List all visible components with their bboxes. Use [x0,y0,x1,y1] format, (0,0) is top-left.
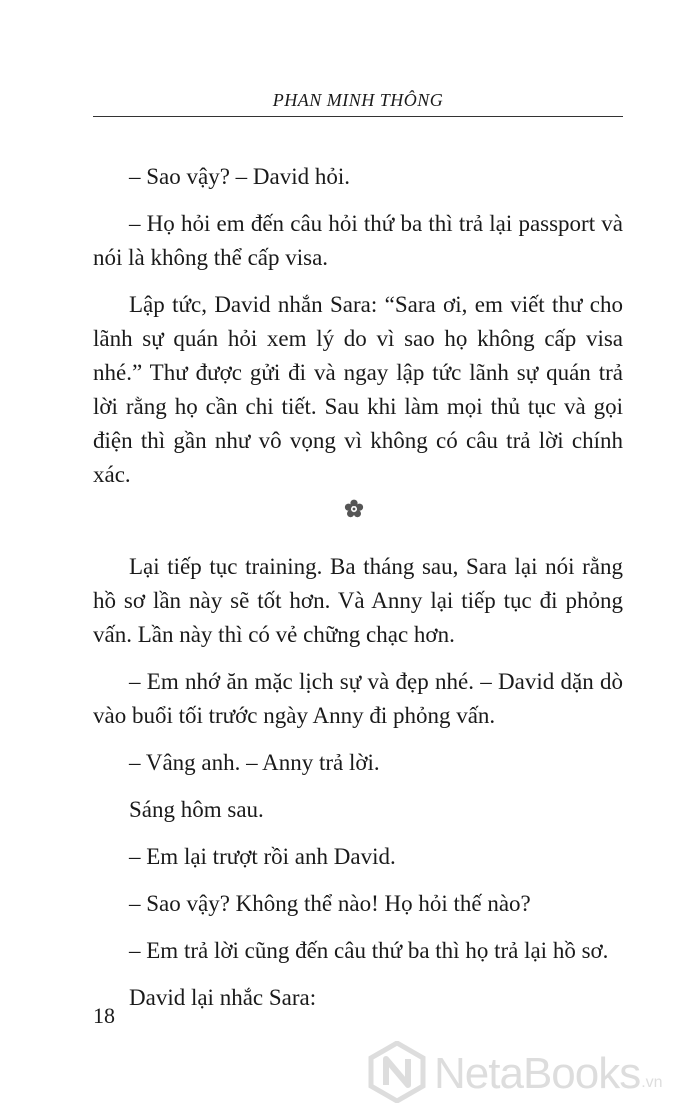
netabooks-logo-icon [368,1041,426,1108]
watermark-brand: NetaBooks [434,1049,641,1098]
paragraph: – Sao vậy? Không thể nào! Họ hỏi thế nào? [129,891,531,916]
paragraph: Lập tức, David nhắn Sara: “Sara ơi, em viết thư cho lãnh sự quán hỏi xem lý do vì sao họ không cấp visa nhé.” Thư được gửi đi và ngay lập tức lãnh sự quán trả lời rằng họ cần chi tiết. Sau khi làm mọi thủ tục và gọi điện thì gần như vô vọng vì không có câu trả lời chính xác. [93,292,623,487]
paragraph: – Em trả lời cũng đến câu thứ ba thì họ trả lại hồ sơ. [129,938,609,963]
text-section-1 [93,160,623,505]
paragraph: – Họ hỏi em đến câu hỏi thứ ba thì trả lại passport và nói là không thể cấp visa. [93,211,623,270]
paragraph: – Em lại trượt rồi anh David. [129,844,396,869]
paragraph: David lại nhắc Sara: [129,985,317,1010]
paragraph: – Sao vậy? – David hỏi. [129,164,351,189]
paragraph: – Em nhớ ăn mặc lịch sự và đẹp nhé. – David dặn dò vào buổi tối trước ngày Anny đi phỏng vấn. [93,669,623,728]
page-number: 18 [93,1003,115,1028]
paragraph: – Vâng anh. – Anny trả lời. [129,750,380,775]
paragraph: Sáng hôm sau. [129,797,264,822]
paragraph: Lại tiếp tục training. Ba tháng sau, Sara lại nói rằng hồ sơ lần này sẽ tốt hơn. Và Anny lại tiếp tục đi phỏng vấn. Lần này thì có vẻ chững chạc hơn. [93,554,623,647]
header-rule [93,116,623,117]
watermark-suffix: .vn [641,1074,663,1091]
watermark [368,1034,698,1114]
text-section-2 [93,550,623,1028]
running-header: PHAN MINH THÔNG [272,90,444,110]
flower-ornament-icon [344,499,364,519]
